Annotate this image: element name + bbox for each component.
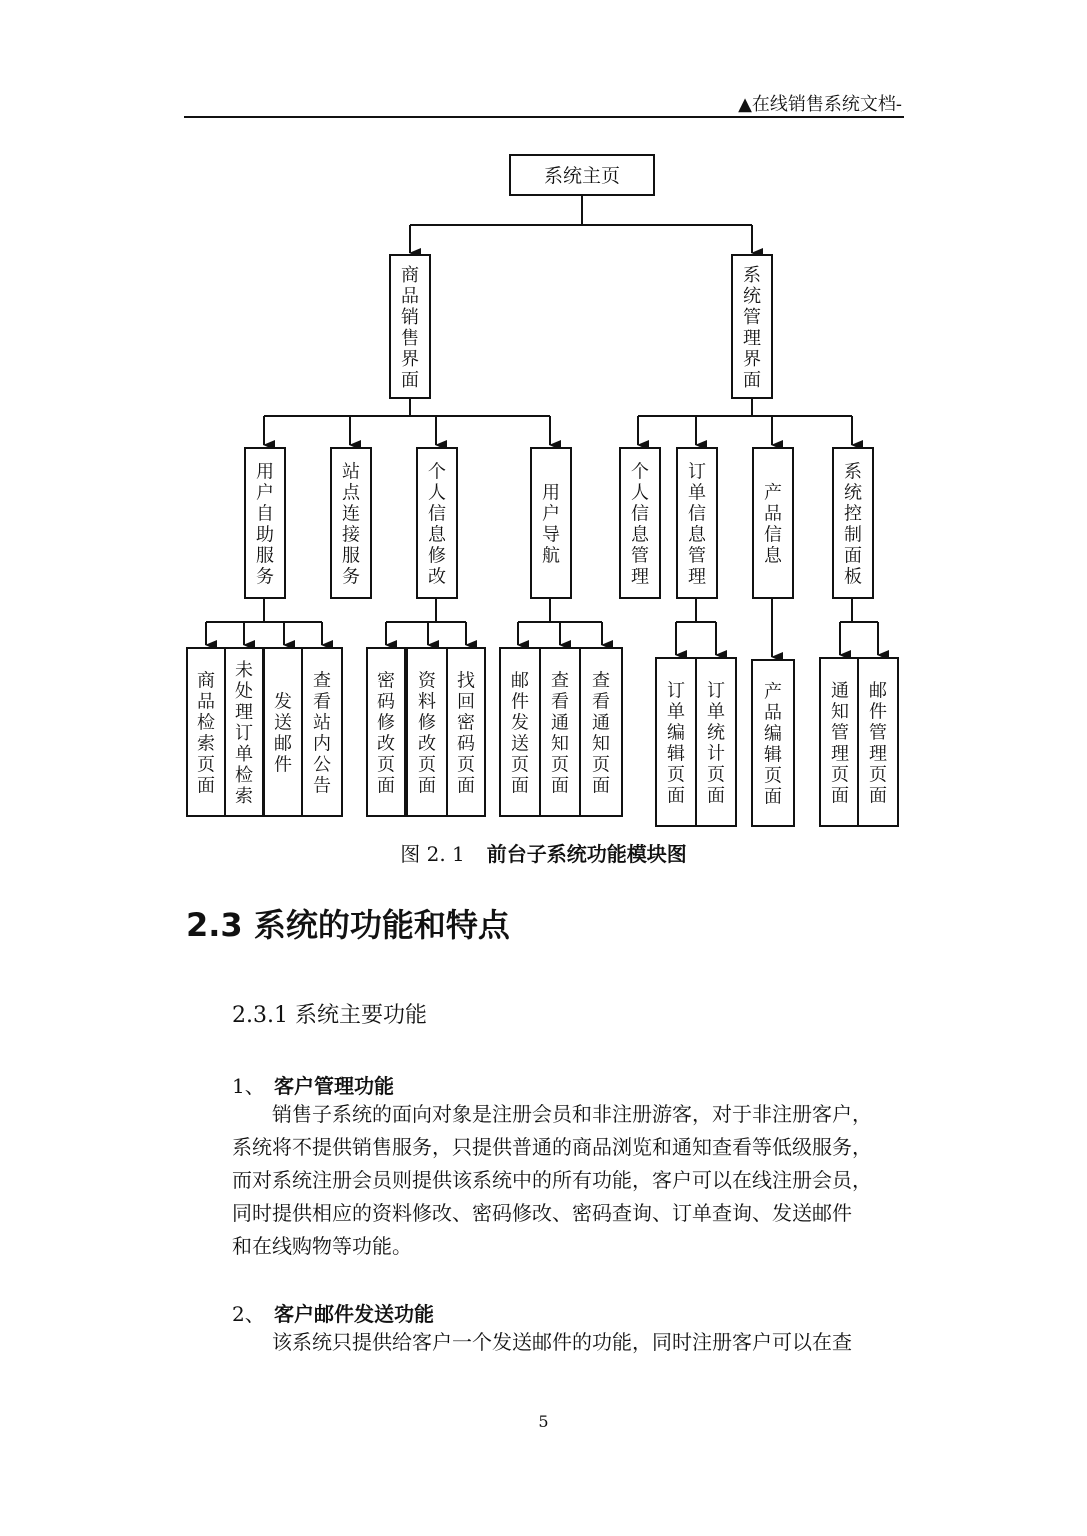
item-number: 1、 bbox=[232, 1074, 265, 1098]
figure-number: 图 2. 1 bbox=[400, 842, 465, 866]
para-line: 该系统只提供给客户一个发送邮件的功能，同时注册客户可以在查 bbox=[232, 1330, 852, 1354]
level3-module-1-label: 商品检索页面 bbox=[197, 670, 215, 797]
item-title: 客户邮件发送功能 bbox=[274, 1302, 434, 1326]
level2-self-service-label: 用户自助服务 bbox=[256, 461, 274, 588]
level3-module-10-label: 查看通知页面 bbox=[592, 670, 610, 797]
level3-module-7-label: 找回密码页面 bbox=[457, 670, 475, 797]
level3-module-5-label: 密码修改页面 bbox=[377, 670, 395, 797]
item-number: 2、 bbox=[232, 1302, 265, 1326]
para-line: 和在线购物等功能。 bbox=[232, 1234, 412, 1258]
figure-title: 前台子系统功能模块图 bbox=[486, 842, 687, 866]
level2-profile-manage-label: 个人信息管理 bbox=[631, 461, 649, 588]
level3-module-9-label: 查看通知页面 bbox=[551, 670, 569, 797]
level3-module-15-label: 邮件管理页面 bbox=[869, 680, 887, 807]
para-line: 销售子系统的面向对象是注册会员和非注册游客，对于非注册客户， bbox=[232, 1102, 872, 1126]
level2-site-link-label: 站点连接服务 bbox=[342, 461, 360, 588]
para-line: 同时提供相应的资料修改、密码修改、密码查询、订单查询、发送邮件 bbox=[232, 1201, 852, 1225]
subsection-title: 2.3.1 系统主要功能 bbox=[232, 1003, 427, 1028]
root-label: 系统主页 bbox=[543, 165, 621, 187]
item-title: 客户管理功能 bbox=[274, 1074, 394, 1098]
figure-caption bbox=[0, 838, 1087, 867]
item-paragraph-2 bbox=[232, 1326, 910, 1359]
level2-product-info-label: 产品信息 bbox=[764, 482, 782, 567]
level3-module-2-label: 未处理订单检索 bbox=[235, 660, 253, 807]
section-title: 2.3 系统的功能和特点 bbox=[186, 906, 510, 944]
level3-module-12-label: 订单统计页面 bbox=[707, 680, 725, 807]
level3-module-3-label: 发送邮件 bbox=[274, 691, 292, 776]
level3-module-6-label: 资料修改页面 bbox=[418, 670, 436, 797]
level1-sales-label: 商品销售界面 bbox=[401, 265, 419, 391]
level2-order-manage-label: 订单信息管理 bbox=[688, 461, 706, 588]
item-heading-2 bbox=[232, 1298, 434, 1327]
item-heading-1 bbox=[232, 1070, 394, 1099]
level2-user-nav-label: 用户导航 bbox=[542, 482, 560, 567]
level3-module-11-label: 订单编辑页面 bbox=[667, 680, 685, 807]
level1-admin-label: 系统管理界面 bbox=[743, 265, 761, 391]
para-line: 而对系统注册会员则提供该系统中的所有功能，客户可以在线注册会员， bbox=[232, 1168, 872, 1192]
item-paragraph-1 bbox=[232, 1098, 910, 1263]
header-title: ▲在线销售系统文档- bbox=[738, 94, 902, 115]
level3-module-8-label: 邮件发送页面 bbox=[511, 670, 529, 797]
para-line: 系统将不提供销售服务，只提供普通的商品浏览和通知查看等低级服务， bbox=[232, 1135, 872, 1159]
level2-profile-edit-label: 个人信息修改 bbox=[428, 461, 446, 588]
page-number: 5 bbox=[538, 1412, 549, 1431]
level3-module-13-label: 产品编辑页面 bbox=[764, 681, 782, 808]
level2-control-panel-label: 系统控制面板 bbox=[844, 461, 862, 588]
level3-module-4-label: 查看站内公告 bbox=[313, 670, 331, 797]
level3-module-14-label: 通知管理页面 bbox=[831, 680, 849, 807]
